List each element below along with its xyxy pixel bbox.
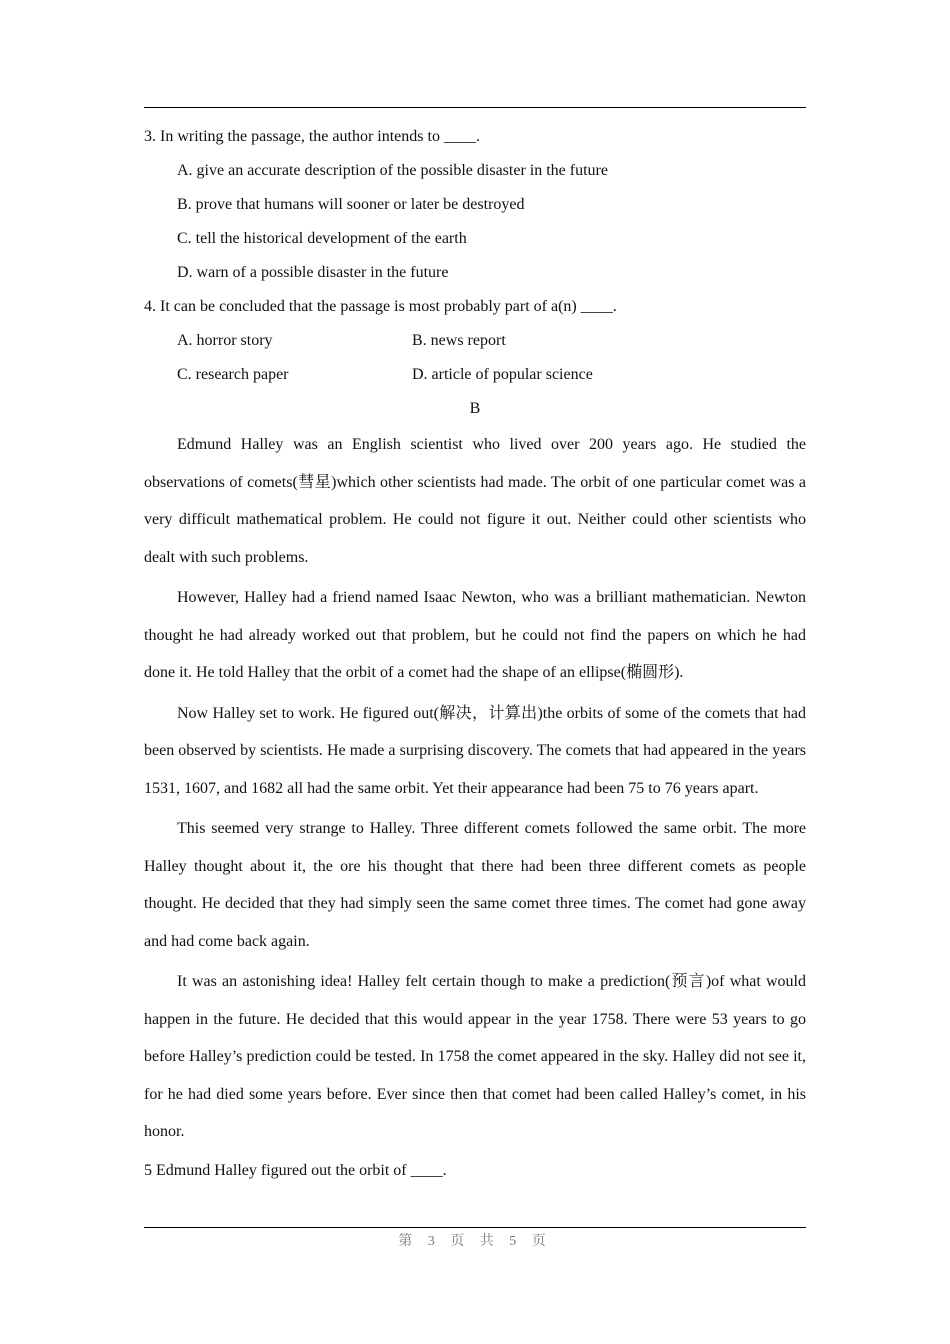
passage-paragraph-4: This seemed very strange to Halley. Three different comets followed the same orbit. The more Halley thought about it, the ore his thought that there had been three different comets as people thought. He decided that they had simply seen the same comet three times. The comet had gone away and had come back again. — [144, 820, 806, 950]
page-content — [144, 120, 806, 1188]
question-5-stem: 5 Edmund Halley figured out the orbit of ____. — [144, 1161, 447, 1179]
question-3-stem: 3. In writing the passage, the author intends to ____. — [144, 128, 480, 145]
question-4-options-row-1 — [144, 324, 806, 358]
passage-paragraph-5: It was an astonishing idea! Halley felt certain though to make a prediction(预言)of what would happen in the future. He decided that this would appear in the year 1758. There were 53 years to go before Halley’s prediction could be tested. In 1758 the comet appeared in the sky. Halley did not see it, for he had died some years before. Ever since then that comet had been called Halley’s comet, in his honor. — [144, 973, 806, 1140]
header-rule — [144, 107, 806, 108]
question-3-option-d: D. warn of a possible disaster in the future — [177, 264, 449, 281]
question-4-stem: 4. It can be concluded that the passage is most probably part of a(n) ____. — [144, 298, 617, 315]
question-4-options-row-2 — [144, 358, 806, 392]
question-4-option-d: D. article of popular science — [412, 366, 593, 383]
question-4-option-a: A. horror story — [177, 332, 273, 349]
section-heading: B — [469, 400, 481, 417]
question-3-option-b: B. prove that humans will sooner or later be destroyed — [177, 196, 525, 213]
passage-paragraph-1: Edmund Halley was an English scientist who lived over 200 years ago. He studied the observations of comets(彗星)which other scientists had made. The orbit of one particular comet was a very difficult mathematical problem. He could not figure it out. Neither could other scientists who dealt with such problems. — [144, 436, 806, 566]
page-number: 第 3 页 共 5 页 — [398, 1234, 552, 1249]
question-4-option-b: B. news report — [412, 332, 506, 349]
passage-paragraph-2: However, Halley had a friend named Isaac Newton, who was a brilliant mathematician. Newton thought he had already worked out that problem, but he could not find the papers on which he had done it. He told Halley that the orbit of a comet had the shape of an ellipse(椭圆形). — [144, 589, 806, 681]
question-4-option-c: C. research paper — [177, 366, 289, 383]
question-3-option-c: C. tell the historical development of the earth — [177, 230, 467, 247]
footer-rule — [144, 1227, 806, 1228]
passage-paragraph-3: Now Halley set to work. He figured out(解决，计算出)the orbits of some of the comets that had been observed by scientists. He made a surprising discovery. The comets that had appeared in the years 1531, 1607, and 1682 all had the same orbit. Yet their appearance had been 75 to 76 years apart. — [144, 704, 806, 797]
question-3-option-a: A. give an accurate description of the possible disaster in the future — [177, 162, 608, 179]
